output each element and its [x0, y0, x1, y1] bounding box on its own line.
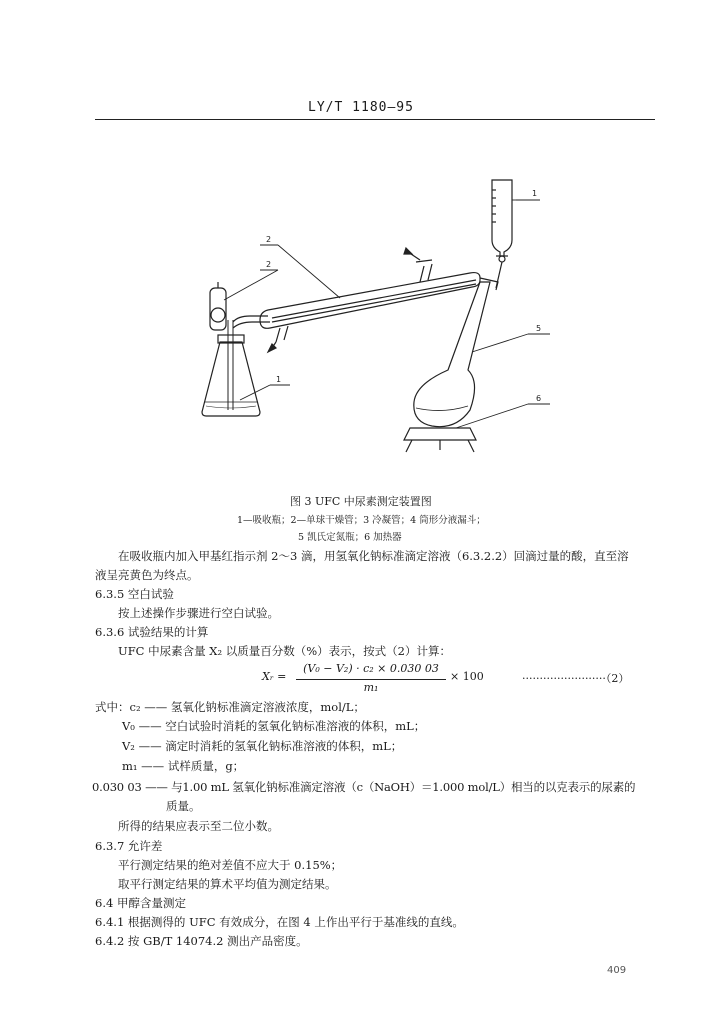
paragraph-line: 取平行测定结果的算术平均值为测定结果。 [118, 877, 337, 891]
separating-funnel [492, 180, 512, 288]
formula-numerator: (V₀ − V₂) · c₂ × 0.030 03 [303, 662, 439, 675]
absorption-flask [202, 320, 260, 416]
callout-label: 1 [276, 375, 282, 384]
paragraph-line: 在吸收瓶内加入甲基红指示剂 2～3 滴，用氢氧化钠标准滴定溶液（6.3.2.2）回滴过量的酸，直至溶 [118, 549, 629, 563]
callout-label: 2 [266, 260, 272, 269]
section-heading: 6.3.5 空白试验 [95, 587, 174, 601]
callout-label: 6 [536, 394, 542, 403]
figure-caption: 图 3 UFC 中尿素测定装置图 [290, 495, 432, 508]
callout-leaders [224, 200, 550, 428]
formula-multiplier: × 100 [450, 670, 484, 683]
callout-label: 1 [532, 189, 538, 198]
section-heading: 6.3.6 试验结果的计算 [95, 625, 209, 639]
where-line: 0.030 03 —— 与1.00 mL 氢氧化钠标准滴定溶液（c（NaOH）＝1.000 mol/L）相当的以克表示的尿素的 [92, 780, 636, 794]
apparatus-figure [180, 170, 560, 470]
paragraph-line: 液呈亮黄色为终点。 [95, 568, 199, 582]
where-line: V₀ —— 空白试验时消耗的氢氧化钠标准溶液的体积，mL； [122, 719, 426, 733]
where-line: 质量。 [166, 799, 201, 813]
where-line: m₁ —— 试样质量，g； [122, 759, 245, 773]
formula-denominator: m₁ [363, 681, 379, 694]
where-line: V₂ —— 滴定时消耗的氢氧化钠标准溶液的体积，mL； [122, 739, 403, 753]
running-header: LY/T 1180—95 [308, 100, 414, 115]
paragraph-line: 6.4.2 按 GB/T 14074.2 测出产品密度。 [95, 934, 308, 948]
callout-label: 5 [536, 324, 542, 333]
formula-lhs: Xᵣ = [262, 670, 287, 683]
paragraph-line: UFC 中尿素含量 X₂ 以质量百分数（%）表示，按式（2）计算： [118, 644, 451, 658]
section-heading: 6.4 甲醇含量测定 [95, 896, 186, 910]
callout-label: 2 [266, 235, 272, 244]
drying-tube [210, 282, 226, 330]
paragraph-line: 平行测定结果的绝对差值不应大于 0.15%； [118, 858, 343, 872]
paragraph-line: 按上述操作步骤进行空白试验。 [118, 606, 279, 620]
header-rule [95, 119, 655, 120]
where-line: 式中：c₂ —— 氢氧化钠标准滴定溶液浓度，mol/L； [95, 700, 365, 714]
kjeldahl-flask [414, 278, 498, 427]
equation-number: ························（2） [522, 672, 630, 685]
section-heading: 6.3.7 允许差 [95, 839, 163, 853]
figure-legend-line1: 1—吸收瓶；2—单球干燥管；3 冷凝管；4 筒形分液漏斗； [237, 515, 486, 526]
figure-legend-line2: 5 凯氏定氮瓶；6 加热器 [298, 532, 402, 543]
fraction-bar [296, 679, 446, 680]
page-number: 409 [607, 965, 627, 976]
heater [404, 428, 476, 452]
paragraph-line: 6.4.1 根据测得的 UFC 有效成分，在图 4 上作出平行于基准线的直线。 [95, 915, 464, 929]
paragraph-line: 所得的结果应表示至二位小数。 [118, 819, 279, 833]
